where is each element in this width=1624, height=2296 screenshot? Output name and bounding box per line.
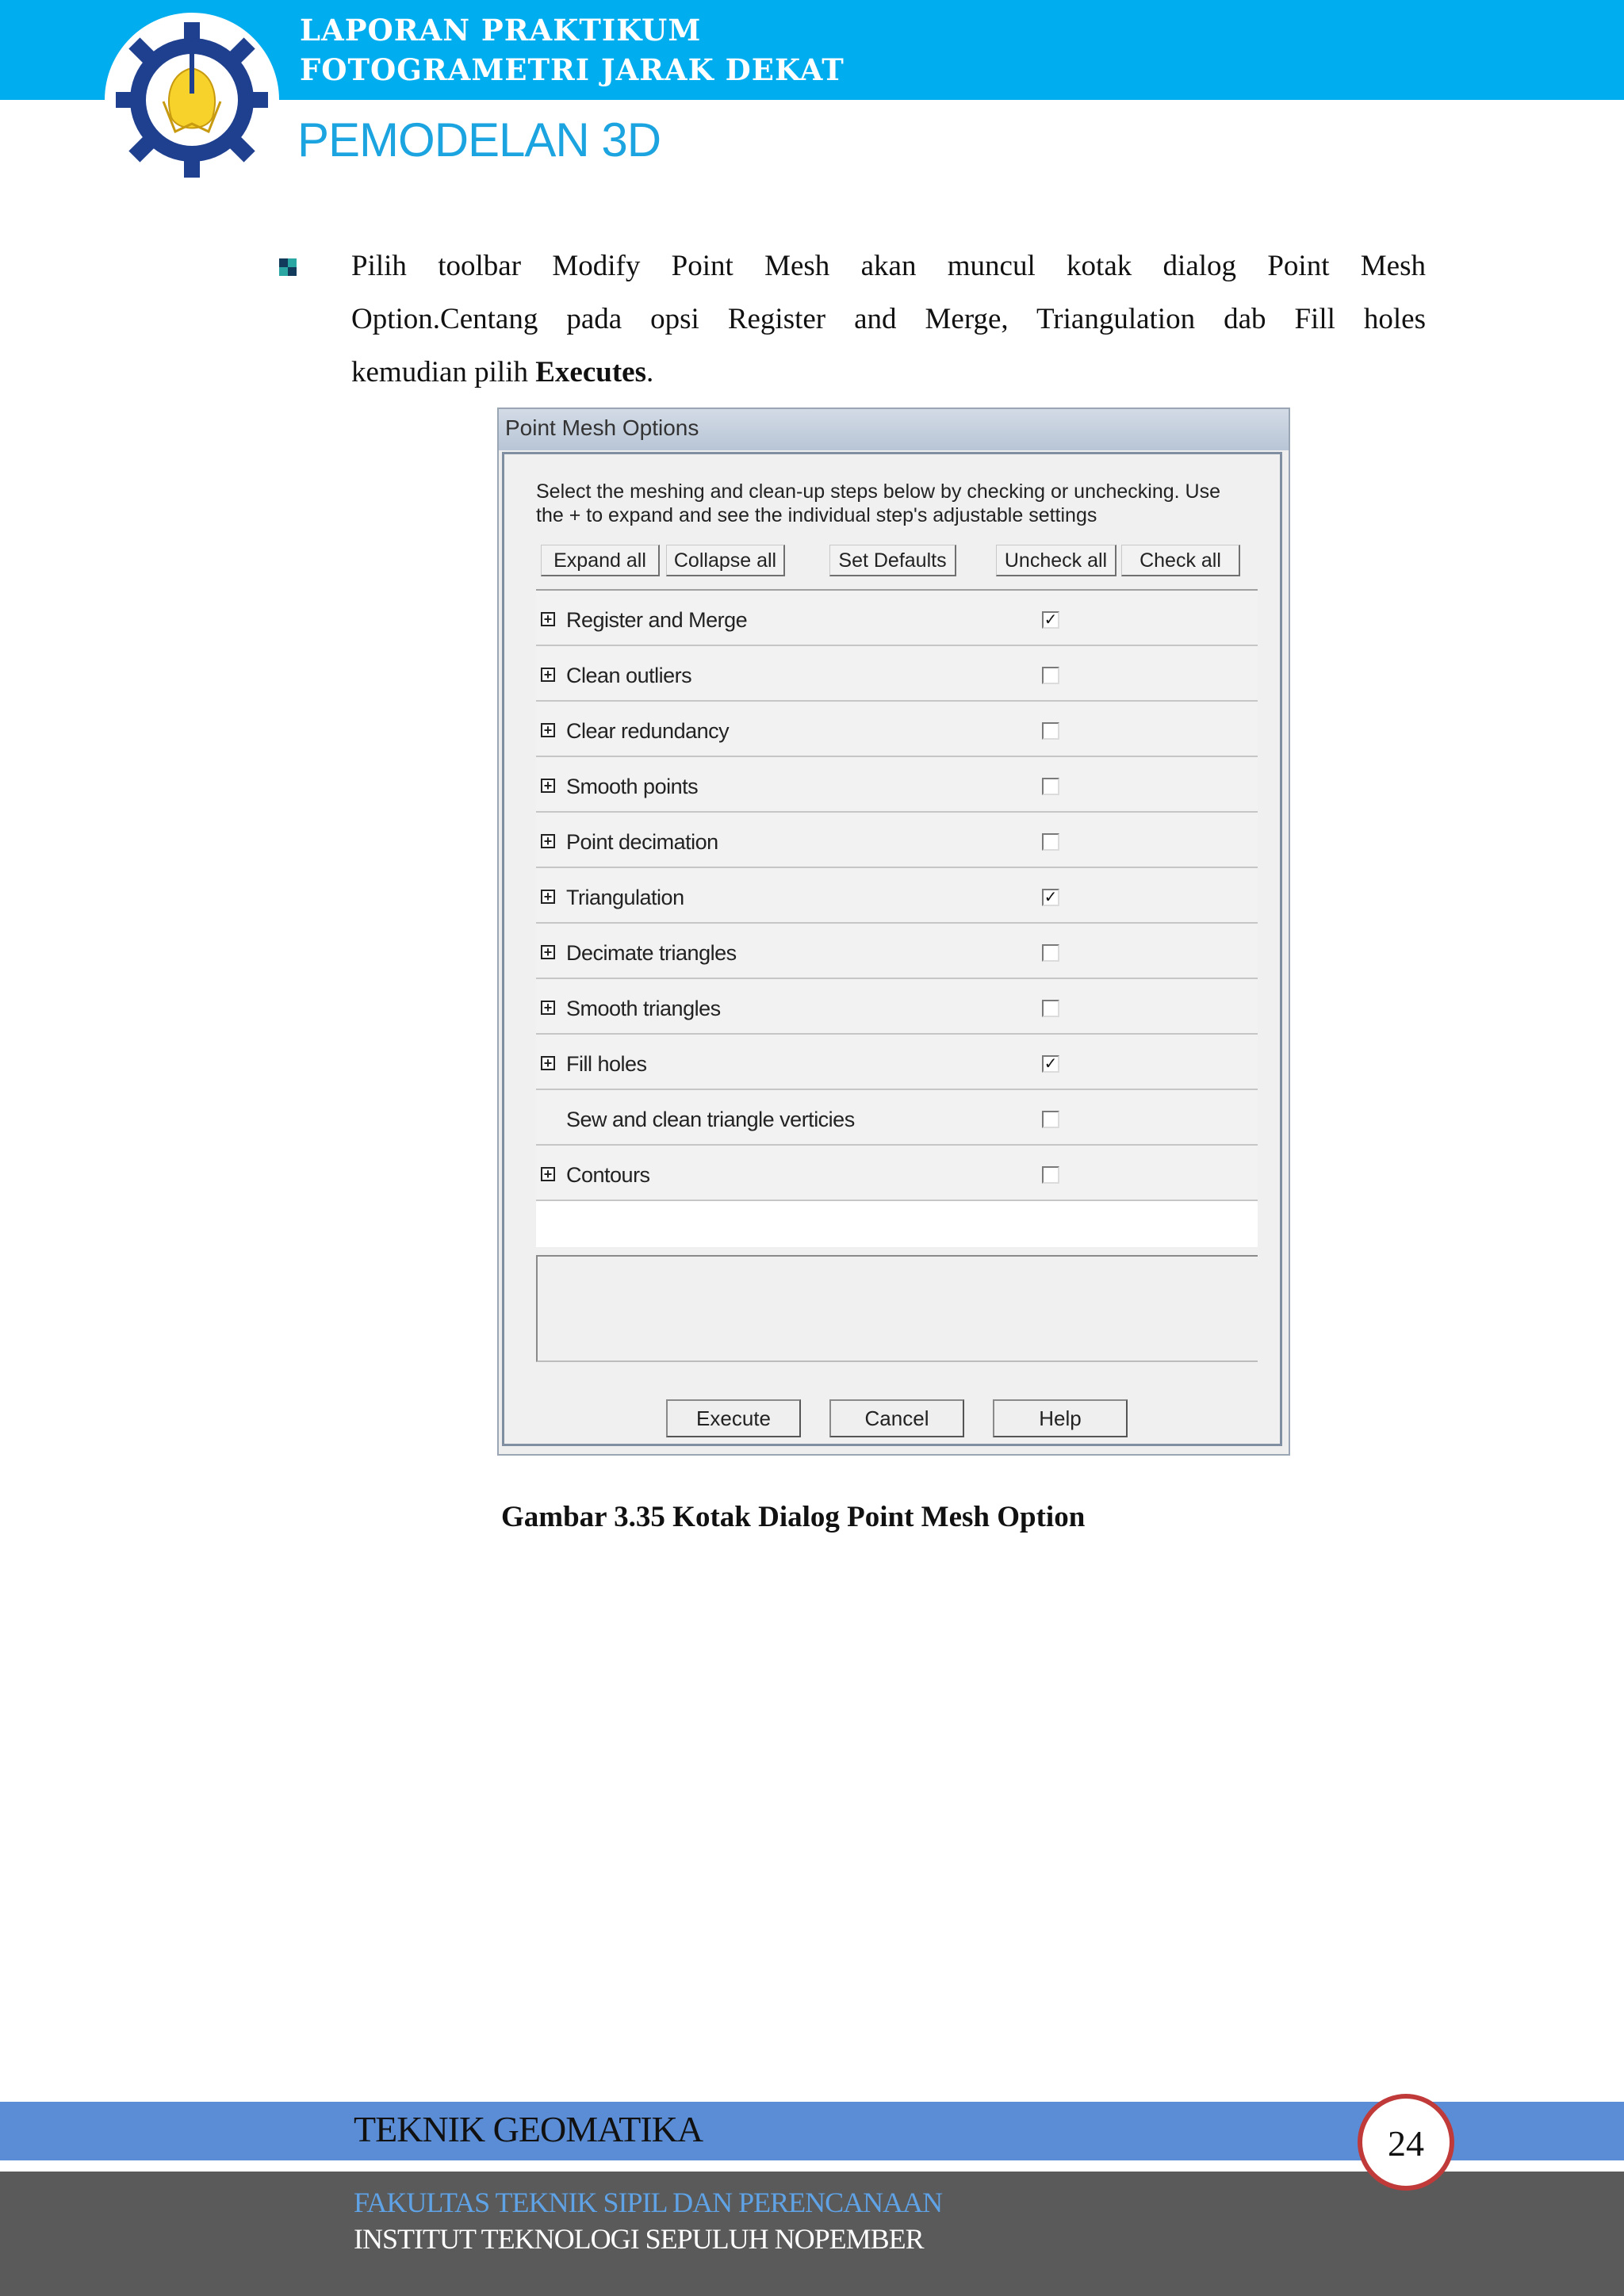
paragraph-line-2: Option.Centang pada opsi Register and Merge, Triangulation dab Fill holes bbox=[351, 303, 1426, 335]
step-checkbox-decimate-triangles[interactable] bbox=[1042, 944, 1059, 962]
step-checkbox-point-decimation[interactable] bbox=[1042, 833, 1059, 851]
expand-plus-icon[interactable]: + bbox=[541, 890, 555, 904]
dialog-title-bar bbox=[499, 409, 1289, 450]
paragraph-line-3-end: . bbox=[646, 356, 654, 388]
step-label: Smooth triangles bbox=[566, 997, 721, 1020]
header-subtitle: PEMODELAN 3D bbox=[297, 113, 661, 166]
expand-all-button[interactable]: Expand all bbox=[541, 545, 660, 576]
step-checkbox-triangulation[interactable]: ✓ bbox=[1042, 889, 1059, 906]
step-row-smooth-triangles bbox=[536, 979, 1258, 1035]
expand-plus-icon[interactable]: + bbox=[541, 668, 555, 682]
step-checkbox-smooth-points[interactable] bbox=[1042, 778, 1059, 795]
step-label: Clear redundancy bbox=[566, 719, 730, 743]
step-label: Fill holes bbox=[566, 1052, 647, 1076]
step-row-decimate-triangles bbox=[536, 924, 1258, 979]
expand-plus-icon[interactable]: + bbox=[541, 1056, 555, 1070]
footer-faculty: FAKULTAS TEKNIK SIPIL DAN PERENCANAAN bbox=[354, 2187, 943, 2218]
step-row-clean-outliers bbox=[536, 646, 1258, 702]
step-checkbox-clean-outliers[interactable] bbox=[1042, 667, 1059, 684]
step-label: Clean outliers bbox=[566, 664, 692, 687]
check-all-button[interactable]: Check all bbox=[1121, 545, 1240, 576]
step-checkbox-clear-redundancy[interactable] bbox=[1042, 722, 1059, 740]
step-label: Point decimation bbox=[566, 830, 718, 854]
paragraph-line-3 bbox=[351, 354, 1426, 391]
paragraph-line-1: Pilih toolbar Modify Point Mesh akan muncul kotak dialog Point Mesh bbox=[351, 250, 1426, 282]
step-checkbox-register-and-merge[interactable]: ✓ bbox=[1042, 611, 1059, 629]
page-number: 24 bbox=[1388, 2123, 1424, 2164]
expand-plus-icon[interactable]: + bbox=[541, 1167, 555, 1181]
expand-plus-icon[interactable]: + bbox=[541, 1001, 555, 1015]
step-checkbox-sew-and-clean[interactable] bbox=[1042, 1111, 1059, 1128]
institution-gear-emblem-icon bbox=[105, 13, 279, 187]
step-checkbox-contours[interactable] bbox=[1042, 1166, 1059, 1184]
figure-caption: Gambar 3.35 Kotak Dialog Point Mesh Option bbox=[501, 1501, 1086, 1533]
expand-plus-icon[interactable]: + bbox=[541, 779, 555, 793]
step-row-contours bbox=[536, 1146, 1258, 1201]
dialog-instructions bbox=[536, 480, 1250, 527]
dialog-body bbox=[502, 452, 1282, 1446]
step-label: Triangulation bbox=[566, 886, 684, 909]
step-checkbox-fill-holes[interactable]: ✓ bbox=[1042, 1055, 1059, 1073]
step-checkbox-smooth-triangles[interactable] bbox=[1042, 1000, 1059, 1017]
page-number-badge bbox=[1358, 2094, 1454, 2191]
point-mesh-options-dialog bbox=[497, 408, 1290, 1456]
header-title-line1: LAPORAN PRAKTIKUM bbox=[300, 13, 702, 48]
step-label: Decimate triangles bbox=[566, 941, 737, 965]
executes-emphasis: Executes bbox=[535, 356, 646, 388]
paragraph-line-3-text: kemudian pilih bbox=[351, 356, 536, 388]
footer-title: TEKNIK GEOMATIKA bbox=[354, 2109, 703, 2149]
step-label: Sew and clean triangle verticies bbox=[566, 1108, 855, 1131]
cancel-button[interactable]: Cancel bbox=[829, 1399, 964, 1437]
expand-plus-icon[interactable]: + bbox=[541, 945, 555, 959]
footer-institute: INSTITUT TEKNOLOGI SEPULUH NOPEMBER bbox=[354, 2223, 924, 2255]
square-bullet-icon bbox=[279, 258, 297, 276]
step-label: Contours bbox=[566, 1163, 650, 1187]
expand-plus-icon[interactable]: + bbox=[541, 723, 555, 737]
mesh-steps-list bbox=[536, 589, 1258, 1247]
step-row-register-and-merge bbox=[536, 591, 1258, 646]
step-row-sew-and-clean bbox=[536, 1090, 1258, 1146]
step-row-fill-holes bbox=[536, 1035, 1258, 1090]
uncheck-all-button[interactable]: Uncheck all bbox=[996, 545, 1116, 576]
header-title-line2: FOTOGRAMETRI JARAK DEKAT bbox=[300, 52, 845, 87]
step-row-clear-redundancy bbox=[536, 702, 1258, 757]
step-label: Smooth points bbox=[566, 775, 699, 798]
instruction-line-1: Select the meshing and clean-up steps below by checking or unchecking. Use bbox=[536, 480, 1221, 503]
expand-plus-icon[interactable]: + bbox=[541, 612, 555, 626]
instruction-line-2: the + to expand and see the individual step's adjustable settings bbox=[536, 504, 1097, 526]
dialog-title: Point Mesh Options bbox=[505, 415, 699, 440]
step-row-smooth-points bbox=[536, 757, 1258, 813]
collapse-all-button[interactable]: Collapse all bbox=[666, 545, 785, 576]
help-button[interactable]: Help bbox=[993, 1399, 1128, 1437]
step-description-box bbox=[536, 1255, 1258, 1362]
expand-plus-icon[interactable]: + bbox=[541, 834, 555, 848]
step-row-triangulation bbox=[536, 868, 1258, 924]
set-defaults-button[interactable]: Set Defaults bbox=[829, 545, 956, 576]
execute-button[interactable]: Execute bbox=[666, 1399, 801, 1437]
step-row-point-decimation bbox=[536, 813, 1258, 868]
step-label: Register and Merge bbox=[566, 608, 748, 632]
